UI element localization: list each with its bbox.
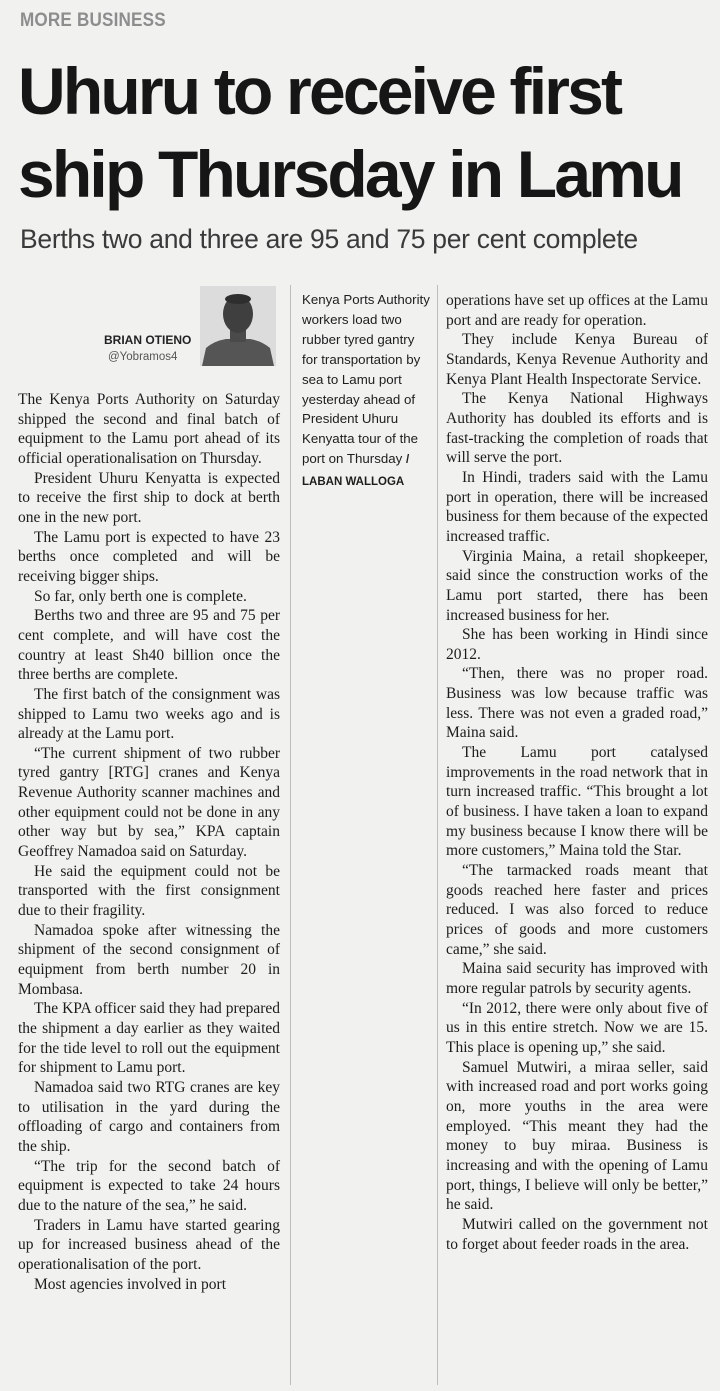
- paragraph: “Then, there was no proper road. Business was low because traffic was less. There was not even a graded road,” Maina said.: [446, 665, 708, 742]
- byline-handle: @Yobramos4: [108, 351, 178, 363]
- column-divider: [437, 285, 438, 1385]
- paragraph: “In 2012, there were only about five of us in this entire stretch. Now we are 15. This place is opening up,” she said.: [446, 999, 708, 1056]
- section-label: MORE BUSINESS: [20, 10, 166, 31]
- paragraph: The Kenya Ports Authority on Saturday shipped the second and final batch of equipment to the Lamu port ahead of its official operationalisation on Thursday.: [18, 391, 280, 467]
- photo-caption: [302, 290, 430, 493]
- paragraph: So far, only berth one is complete.: [34, 587, 247, 605]
- headline: Uhuru to receive first ship Thursday in Lamu: [18, 54, 682, 211]
- paragraph: The Lamu port is expected to have 23 berths once completed and will be receiving bigger ships.: [18, 528, 280, 585]
- paragraph: Traders in Lamu have started gearing up for increased business ahead of the operationalisation of the port.: [18, 1216, 280, 1273]
- article-column-3: [446, 291, 708, 1254]
- article-column-1: [18, 390, 280, 1294]
- paragraph: He said the equipment could not be transported with the first consignment due to their fragility.: [18, 862, 280, 920]
- paragraph: The KPA officer said they had prepared the shipment a day earlier as they waited for the tide level to roll out the equipment for shipment to Lamu port.: [18, 1000, 280, 1077]
- paragraph: President Uhuru Kenyatta is expected to receive the first ship to dock at berth one in the new port.: [18, 469, 280, 526]
- paragraph: They include Kenya Bureau of Standards, Kenya Revenue Authority and Kenya Plant Health Inspectorate Service.: [446, 331, 708, 388]
- paragraph: Virginia Maina, a retail shopkeeper, said since the construction works of the Lamu port started, there has been increased business for her.: [446, 547, 708, 624]
- paragraph: Maina said security has improved with more regular patrols by security agents.: [446, 960, 708, 997]
- author-photo: [200, 286, 276, 366]
- paragraph: Mutwiri called on the government not to forget about feeder roads in the area.: [446, 1215, 708, 1253]
- photo-credit: / LABAN WALLOGA: [302, 454, 410, 489]
- paragraph: Berths two and three are 95 and 75 per cent complete, and will have cost the country at least Sh40 billion once the three berths are complete.: [18, 607, 280, 684]
- column-divider: [290, 285, 291, 1385]
- paragraph: operations have set up offices at the Lamu port and are ready for operation.: [446, 292, 708, 329]
- byline-name: BRIAN OTIENO: [104, 333, 192, 347]
- caption-text: Kenya Ports Authority workers load two rubber tyred gantry for transportation by sea to Lamu port yesterday ahead of President Uhuru Kenyatta tour of the port on Thursday: [302, 292, 430, 467]
- paragraph: The Lamu port catalysed improvements in the road network that in turn increased traffic. “This brought a lot of business. I have taken a loan to expand my business because I know there will be more customers,” Maina told the Star.: [446, 744, 708, 860]
- paragraph: “The current shipment of two rubber tyred gantry [RTG] cranes and Kenya Revenue Authority scanner machines and other equipment could not be done in any other way but by sea,” KPA captain Geoffrey Namadoa said on Saturday.: [18, 744, 280, 861]
- paragraph: Samuel Mutwiri, a miraa seller, said with increased road and port works going on, more youths in the area were employed. “This meant they had the money to buy miraa. Business is increasing and with the opening of Lamu port, things, I believe will only be better,” he said.: [446, 1058, 708, 1214]
- paragraph: Namadoa spoke after witnessing the shipment of the second consignment of equipment from berth number 20 in Mombasa.: [18, 921, 280, 998]
- paragraph: “The trip for the second batch of equipment is expected to take 24 hours due to the nature of the sea,” he said.: [18, 1157, 280, 1214]
- paragraph: Most agencies involved in port: [34, 1275, 226, 1293]
- paragraph: “The tarmacked roads meant that goods reached here faster and prices reduced. I was also forced to reduce prices of goods and more customers came,” she said.: [446, 862, 708, 958]
- paragraph: Namadoa said two RTG cranes are key to utilisation in the yard during the offloading of cargo and containers from the ship.: [18, 1078, 280, 1155]
- author-portrait-icon: [200, 286, 276, 366]
- paragraph: She has been working in Hindi since 2012.: [446, 626, 708, 663]
- subheadline: Berths two and three are 95 and 75 per cent complete: [20, 224, 638, 254]
- paragraph: The Kenya National Highways Authority has doubled its efforts and is fast-tracking the completion of roads that will serve the port.: [446, 390, 708, 467]
- paragraph: In Hindi, traders said with the Lamu port in operation, there will be increased business for them because of the expected increased traffic.: [446, 468, 708, 545]
- paragraph: The first batch of the consignment was shipped to Lamu two weeks ago and is already at the Lamu port.: [18, 685, 280, 743]
